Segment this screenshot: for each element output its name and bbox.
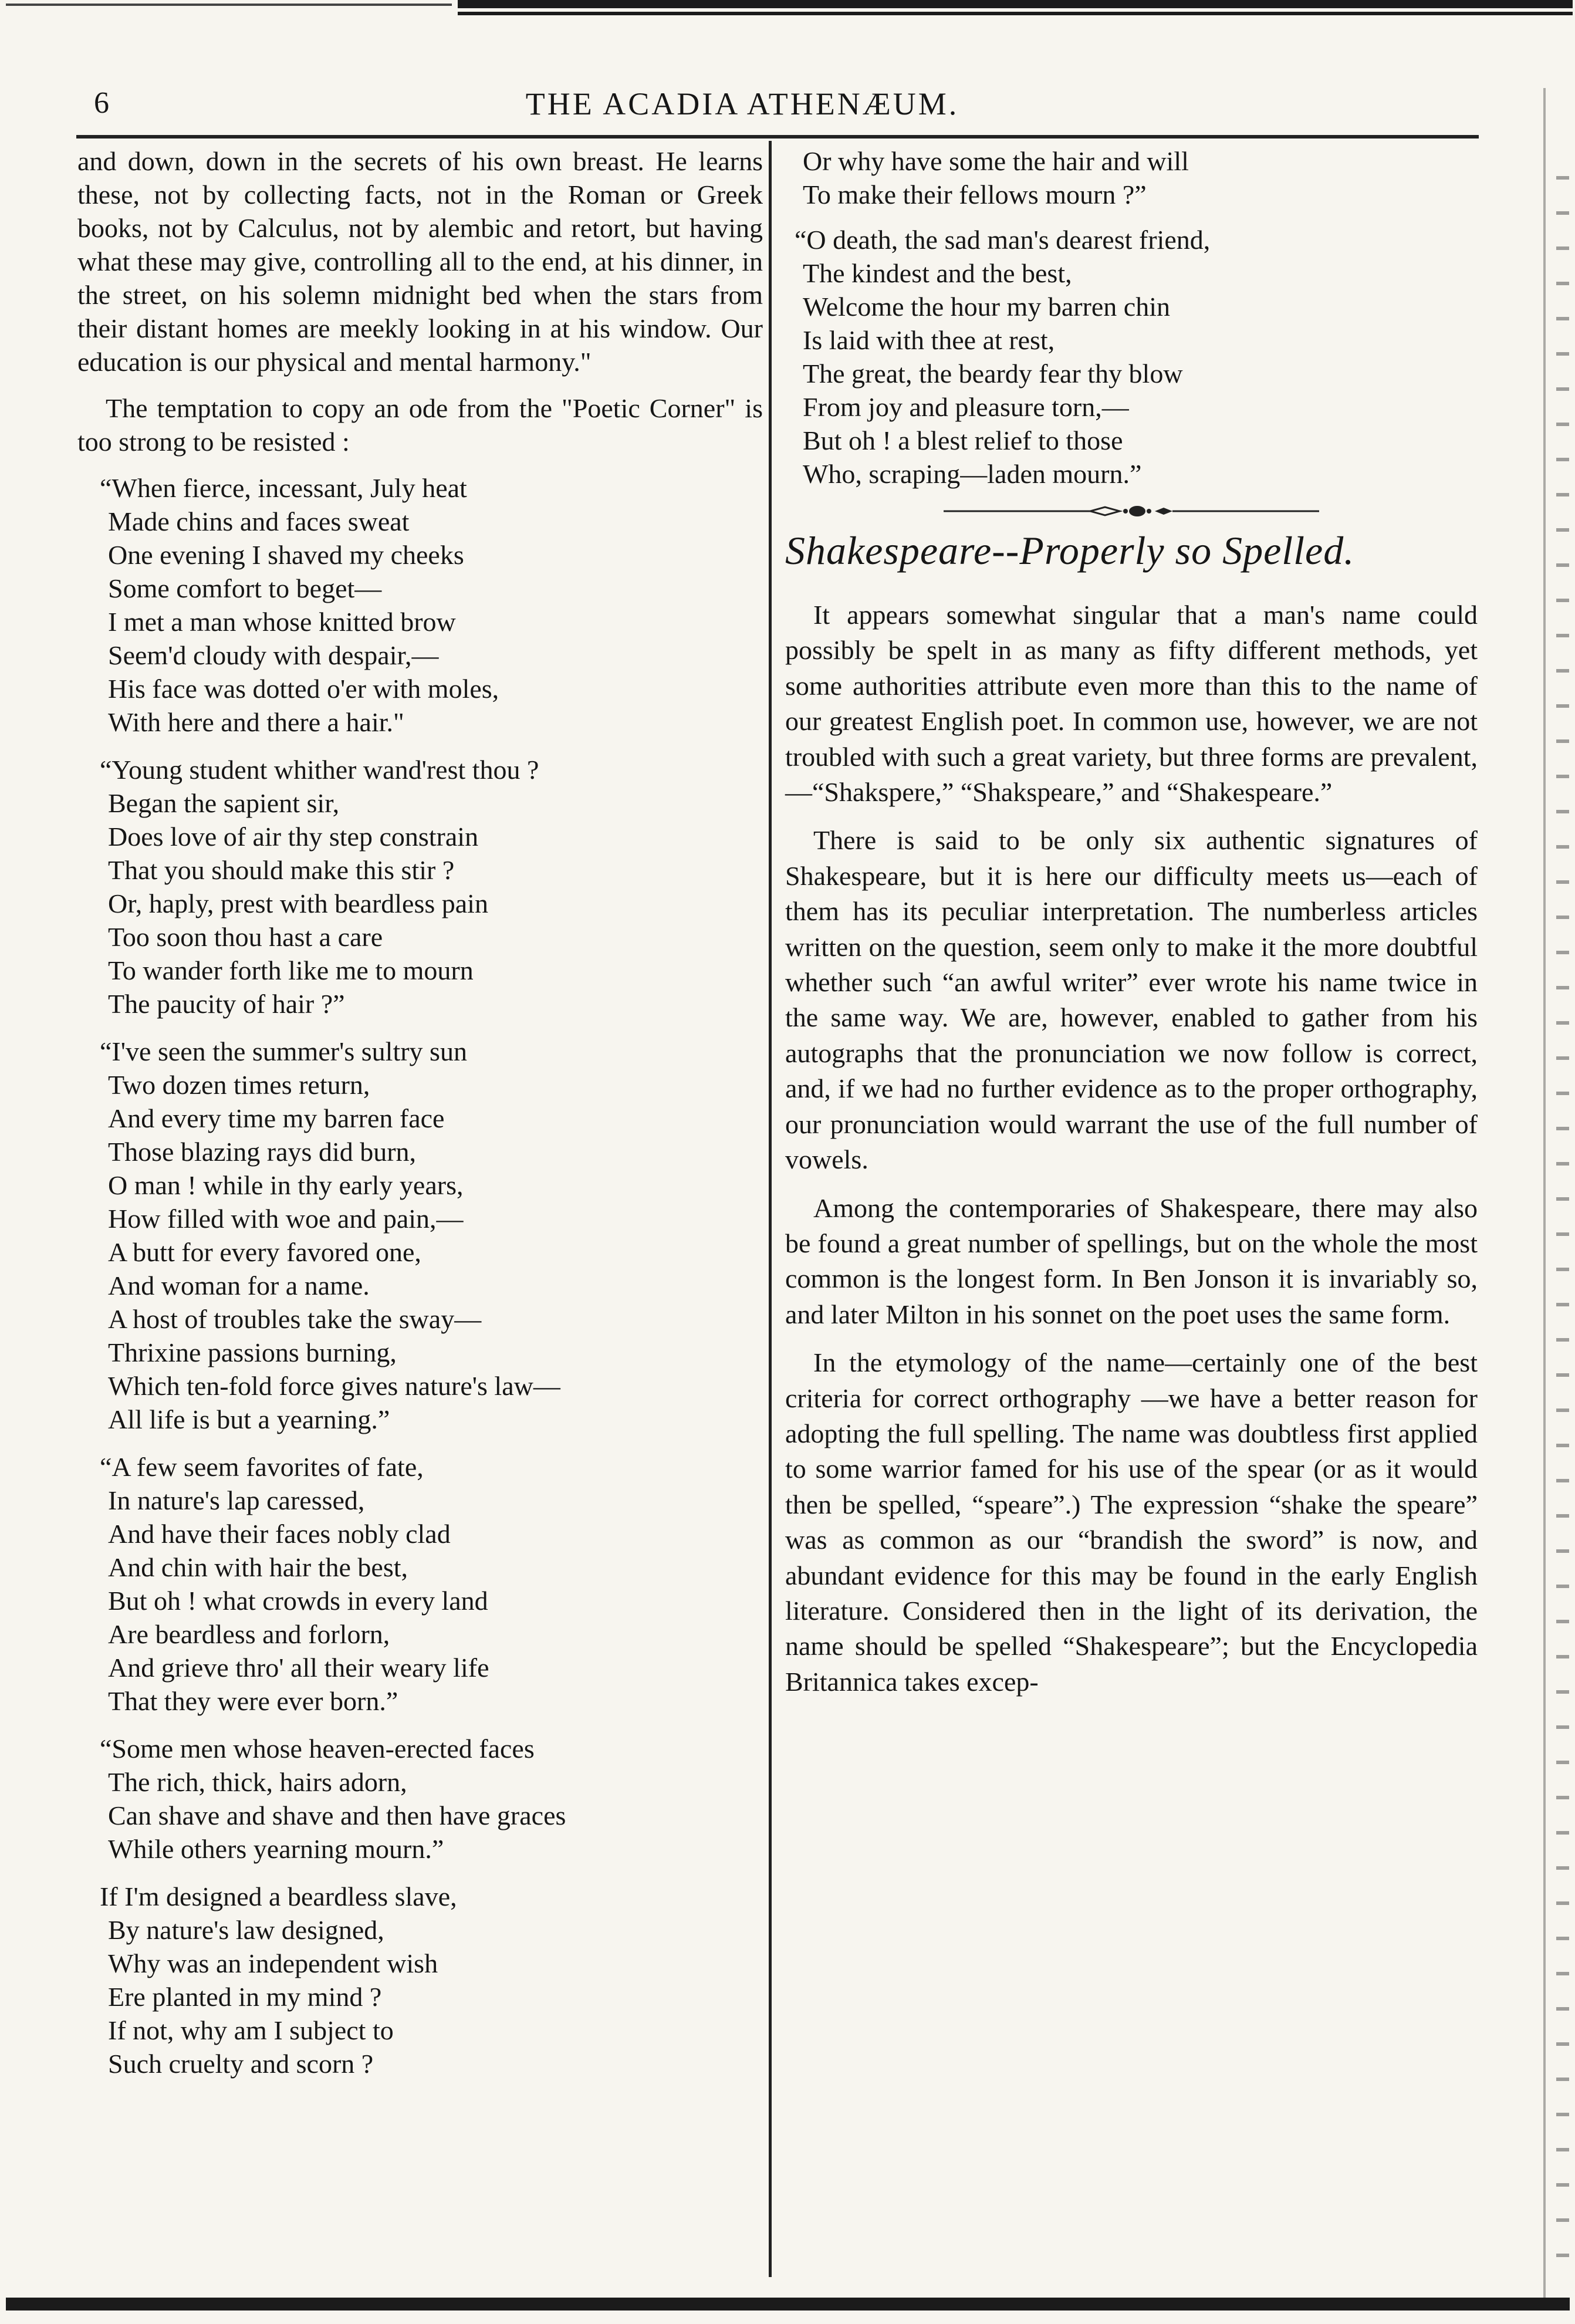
running-title: THE ACADIA ATHENÆUM. [525, 86, 959, 121]
poem-line: One evening I shaved my cheeks [108, 540, 464, 570]
article-paragraph-4: In the etymology of the name—certainly one of the best criteria for correct orthography —we have a better reason for adopting the full spelling. The name was doubtless first applied to some warrior famed for his use of the spear (or as it would then be spelled, “speare”.) The expression “shake the speare” was as common as our “brandish the sword” is now, and abundant evidence for this may be found in the early English literature. Considered then in the light of its derivation, the name should be spelled “Shakespeare”; but the Encyclopedia Britannica takes excep- [785, 1347, 1478, 1697]
poem-line: Can shave and shave and then have graces [108, 1801, 566, 1830]
top-edge-rule-left [6, 4, 452, 6]
transition-paragraph: The temptation to copy an ode from the "Poetic Corner" is too strong to be resisted : [77, 393, 763, 457]
poem-stanza-continued [803, 144, 1478, 211]
poem-stanza-6 [100, 1880, 763, 2080]
poem-line: And every time my barren face [108, 1103, 445, 1133]
poem-line: And grieve thro' all their weary life [108, 1653, 489, 1683]
article-paragraph-2: There is said to be only six authentic signatures of Shakespeare, but it is here our difficulty meets us—each of them has its peculiar interpretation. The numberless articles written on the question, seem only to make it the more doubtful whether such “an awful writer” ever wrote his name twice in the same way. We are, however, enabled to gather from his autographs that the pronunciation we now follow is correct, and, if we had no further evidence as to the proper orthography, our pronunciation would warrant the use of the full number of vowels. [785, 825, 1478, 1175]
poem-line: “A few seem favorites of fate, [100, 1452, 424, 1482]
right-column [785, 144, 1478, 1712]
poem-line: The kindest and the best, [803, 258, 1072, 288]
poem-line: Too soon thou hast a care [108, 922, 383, 952]
poem-line: Welcome the hour my barren chin [803, 292, 1171, 322]
poem-line: His face was dotted o'er with moles, [108, 674, 499, 704]
poem-line: Two dozen times return, [108, 1070, 370, 1100]
poem-stanza-3 [100, 1035, 763, 1436]
bottom-edge-rule [6, 2298, 1570, 2311]
intro-paragraph: and down, down in the secrets of his own breast. He learns these, not by collecting facts, not in the Roman or Greek books, not by Calculus, not by alembic and retort, but having what these may give, controlling all to the end, at his dinner, in the street, on his solemn midnight bed when the stars from their distant homes are meekly looking in at his window. Our education is our physical and mental harmony." [77, 146, 763, 377]
page-number: 6 [94, 86, 109, 120]
left-column [77, 144, 763, 2095]
poem-line: If I'm designed a beardless slave, [100, 1882, 457, 1911]
poem-stanza-1 [100, 471, 763, 739]
poem-line: And woman for a name. [108, 1271, 370, 1301]
poem-line: Seem'd cloudy with despair,— [108, 640, 439, 670]
poem-line: How filled with woe and pain,— [108, 1204, 464, 1234]
poem-line: With here and there a hair." [108, 707, 404, 737]
poem-line: Some comfort to beget— [108, 573, 382, 603]
poem-line: If not, why am I subject to [108, 2015, 394, 2045]
poem-line: The great, the beardy fear thy blow [803, 359, 1183, 389]
poem-line: All life is but a yearning.” [108, 1404, 390, 1434]
poem-line: O man ! while in thy early years, [108, 1170, 464, 1200]
poem-line: But oh ! a blest relief to those [803, 425, 1123, 455]
poem-line: “Young student whither wand'rest thou ? [100, 755, 539, 785]
poem-line: The rich, thick, hairs adorn, [108, 1767, 407, 1797]
poem-line: Who, scraping—laden mourn.” [803, 459, 1142, 489]
article-paragraph-1: It appears somewhat singular that a man's name could possibly be spelt in as many as fifty different methods, yet some authorities attribute even more than this to the name of our greatest English poet. In common use, however, we are not troubled with such a great variety, but three forms are prevalent, —“Shakspere,” “Shakspeare,” and “Shakespeare.” [785, 600, 1478, 808]
header-rule [76, 135, 1479, 139]
poem-line: From joy and pleasure torn,— [803, 392, 1129, 422]
column-divider [769, 141, 772, 2277]
poem-line: By nature's law designed, [108, 1915, 384, 1945]
poem-line: And have their faces nobly clad [108, 1519, 451, 1549]
article-title: Shakespeare--Properly so Spelled. [785, 528, 1355, 573]
poem-line: And chin with hair the best, [108, 1552, 408, 1582]
poem-line: Began the sapient sir, [108, 788, 340, 818]
poem-line: “I've seen the summer's sultry sun [100, 1036, 467, 1066]
poem-line: That you should make this stir ? [108, 855, 455, 885]
poem-line: Are beardless and forlorn, [108, 1619, 390, 1649]
poem-line: Why was an independent wish [108, 1948, 438, 1978]
poem-line: In nature's lap caressed, [108, 1485, 365, 1515]
poem-line: A host of troubles take the sway— [108, 1304, 482, 1334]
poem-line: That they were ever born.” [108, 1686, 398, 1716]
poem-line: Ere planted in my mind ? [108, 1982, 382, 2012]
poem-line: But oh ! what crowds in every land [108, 1586, 488, 1616]
poem-line: Thrixine passions burning, [108, 1337, 397, 1367]
poem-line: “When fierce, incessant, July heat [100, 473, 467, 503]
poem-line: To wander forth like me to mourn [108, 955, 474, 985]
poem-line: Which ten-fold force gives nature's law— [108, 1371, 560, 1401]
page-edge-specks [1556, 176, 1569, 2289]
poem-line: “O death, the sad man's dearest friend, [795, 225, 1211, 255]
poem-line: I met a man whose knitted brow [108, 607, 456, 637]
poem-stanza-4 [100, 1450, 763, 1718]
poem-line: To make their fellows mourn ?” [803, 180, 1147, 210]
poem-line: “Some men whose heaven-erected faces [100, 1734, 535, 1764]
poem-line: While others yearning mourn.” [108, 1834, 444, 1864]
poem-line: Does love of air thy step constrain [108, 822, 479, 852]
poem-line: The paucity of hair ?” [108, 989, 345, 1019]
top-edge-rule [458, 0, 1573, 15]
poem-line: Is laid with thee at rest, [803, 325, 1055, 355]
poem-line: Made chins and faces sweat [108, 506, 410, 536]
poem-line: Or, haply, prest with beardless pain [108, 889, 488, 918]
poem-line: A butt for every favored one, [108, 1237, 421, 1267]
poem-stanza-5 [100, 1732, 763, 1866]
poem-line: Or why have some the hair and will [803, 146, 1189, 176]
ornamental-divider [944, 502, 1319, 520]
poem-line: Such cruelty and scorn ? [108, 2049, 374, 2079]
poem-line: Those blazing rays did burn, [108, 1137, 417, 1167]
poem-stanza-2 [100, 753, 763, 1021]
article-paragraph-3: Among the contemporaries of Shakespeare, there may also be found a great number of spellings, but on the whole the most common is the longest form. In Ben Jonson it is invariably so, and later Milton in his sonnet on the poet uses the same form. [785, 1193, 1478, 1329]
poem-stanza-final [795, 223, 1478, 491]
